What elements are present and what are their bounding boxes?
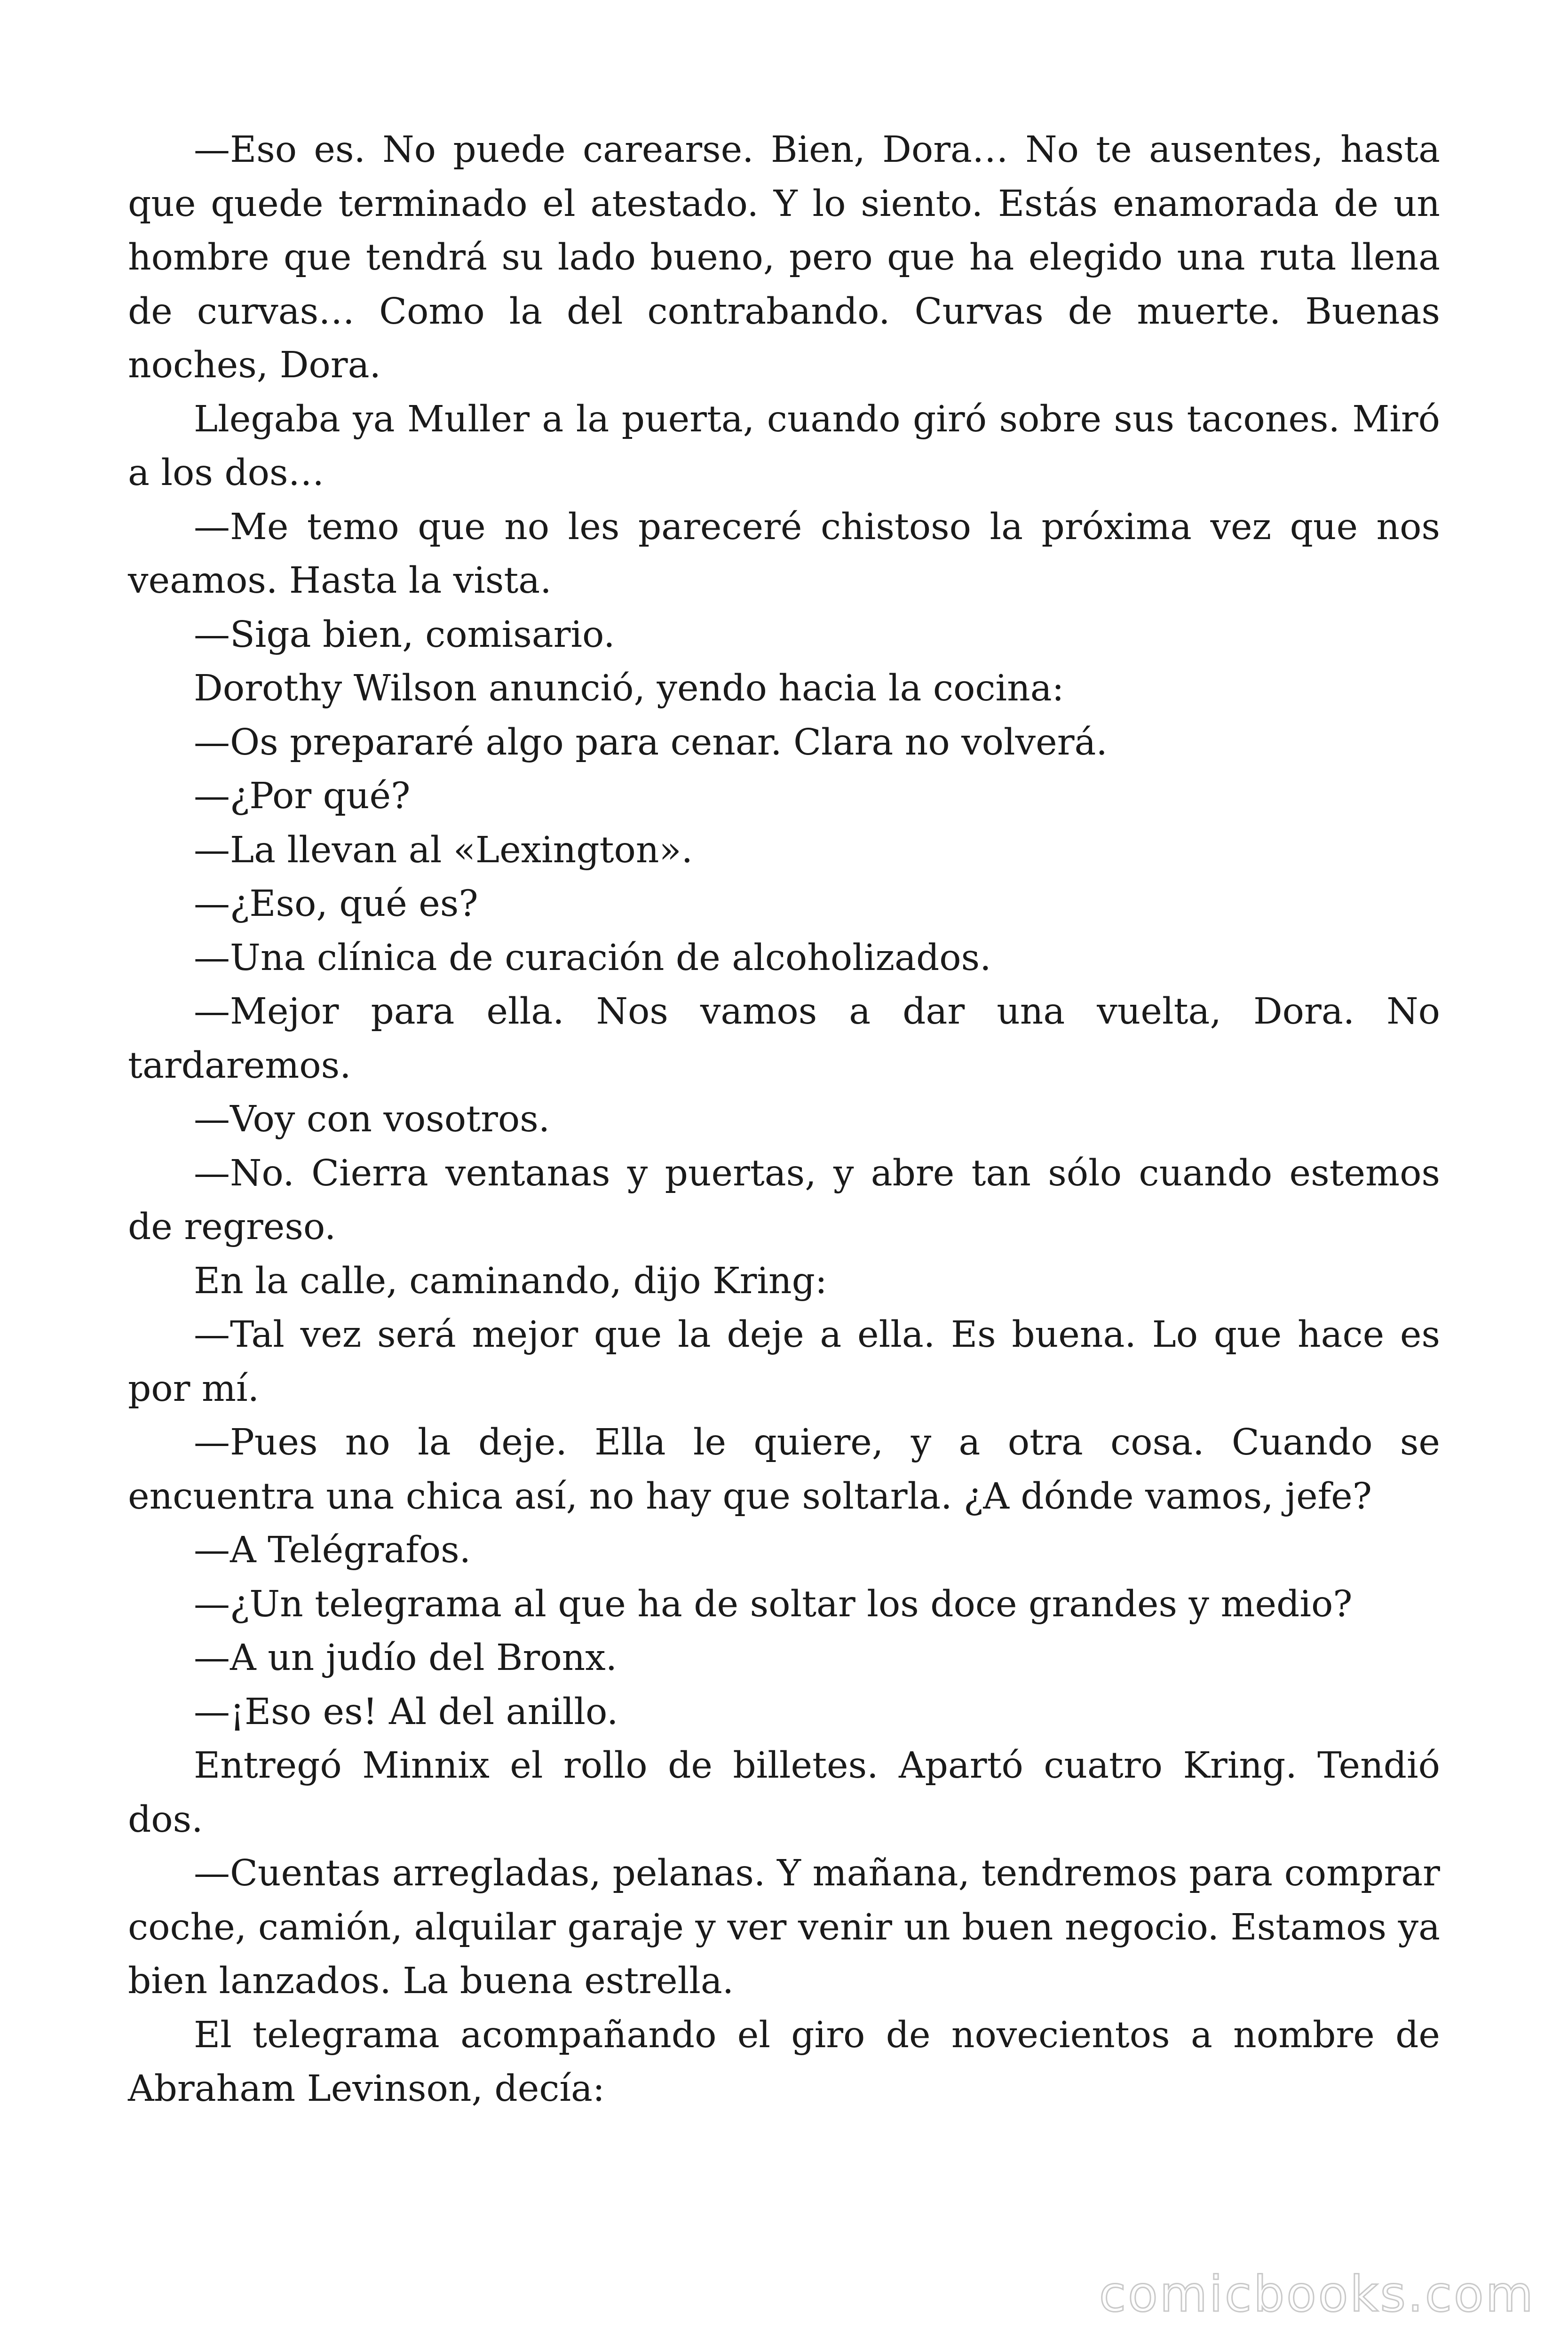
paragraph-9: —¿Eso, qué es? [194, 883, 478, 925]
paragraph-13: —No. Cierra ventanas y puertas, y abre tan sólo cuando estemos de regreso. [128, 1152, 1440, 1248]
paragraph-6: —Os prepararé algo para cenar. Clara no volverá. [194, 721, 1108, 763]
paragraph-2: Llegaba ya Muller a la puerta, cuando giró sobre sus tacones. Miró a los dos… [128, 398, 1440, 494]
paragraph-3: —Me temo que no les pareceré chistoso la próxima vez que nos veamos. Hasta la vista. [128, 506, 1440, 602]
paragraph-4: —Siga bien, comisario. [194, 613, 615, 656]
paragraph-8: —La llevan al «Lexington». [194, 829, 693, 871]
paragraph-12: —Voy con vosotros. [194, 1098, 550, 1140]
paragraph-16: —Pues no la deje. Ella le quiere, y a otra cosa. Cuando se encuentra una chica así, no hay que soltarla. ¿A dónde vamos, jefe? [128, 1422, 1440, 1518]
paragraph-20: —¡Eso es! Al del anillo. [194, 1691, 618, 1733]
paragraph-7: —¿Por qué? [194, 775, 411, 817]
watermark: comicbooks.com [1099, 2265, 1535, 2323]
paragraph-5: Dorothy Wilson anunció, yendo hacia la cocina: [194, 667, 1064, 709]
paragraph-22: —Cuentas arregladas, pelanas. Y mañana, tendremos para comprar coche, camión, alquilar garaje y ver venir un buen negocio. Estamos ya bien lanzados. La buena estrella. [128, 1852, 1440, 2002]
paragraph-1: —Eso es. No puede carearse. Bien, Dora… No te ausentes, hasta que quede terminado el atestado. Y lo siento. Estás enamorada de un hombre que tendrá su lado bueno, pero que ha elegido una ruta llena de curvas… Como la del contrabando. Curvas de muerte. Buenas noches, Dora. [128, 129, 1440, 386]
paragraph-14: En la calle, caminando, dijo Kring: [194, 1260, 827, 1302]
paragraph-11: —Mejor para ella. Nos vamos a dar una vuelta, Dora. No tardaremos. [128, 991, 1440, 1087]
page-body [128, 123, 1440, 2116]
paragraph-10: —Una clínica de curación de alcoholizados. [194, 937, 991, 979]
paragraph-18: —¿Un telegrama al que ha de soltar los doce grandes y medio? [194, 1583, 1353, 1625]
paragraph-23: El telegrama acompañando el giro de novecientos a nombre de Abraham Levinson, decía: [128, 2014, 1440, 2110]
paragraph-15: —Tal vez será mejor que la deje a ella. Es buena. Lo que hace es por mí. [128, 1314, 1440, 1410]
paragraph-21: Entregó Minnix el rollo de billetes. Apartó cuatro Kring. Tendió dos. [128, 1745, 1440, 1841]
paragraph-19: —A un judío del Bronx. [194, 1637, 618, 1679]
paragraph-17: —A Telégrafos. [194, 1529, 471, 1571]
